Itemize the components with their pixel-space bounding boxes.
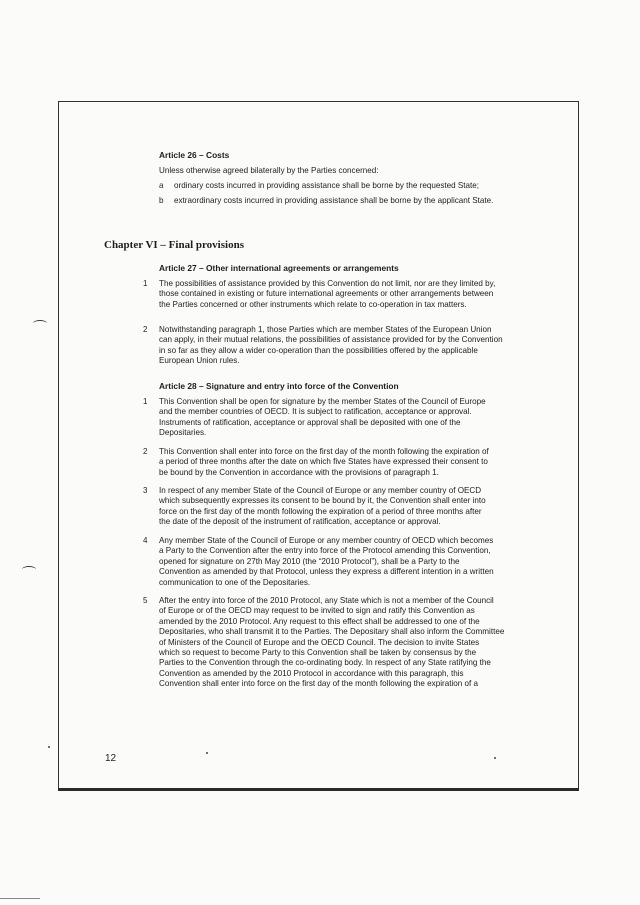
article-28-para-2-number: 2 [143,447,148,456]
binding-mark-icon [33,320,47,327]
article-28-para-5: After the entry into force of the 2010 Protocol, any State which is not a member of the Council of Europe or of the OECD may request to be invited to sign and ratify this Convention as amended by the 2010 Protocol. Any request to this effect shall be addressed to one of the Depositaries, who shall transmit it to the Parties. The Depositary shall also inform the Committee of Ministers of the Council of Europe and the OECD Council. The decision to invite States which so request to become Party to this Convention shall be taken by consensus by the Parties to the Convention through the co-ordinating body. In respect of any State ratifying the Convention as amended by the 2010 Protocol in accordance with this paragraph, this Convention shall enter into force on the first day of the month following the expiration of a [159,596,505,689]
binding-mark-icon [22,566,36,573]
article-26-item-a-letter: a [159,181,164,190]
article-28-para-3: In respect of any member State of the Council of Europe or any member country of OECD which subsequently expresses its consent to be bound by it, the Convention shall enter into force on the first day of the month following the expiration of a period of three months after the date of the deposit of the instrument of ratification, acceptance or approval. [159,486,486,527]
article-26-item-a-text: ordinary costs incurred in providing assistance shall be borne by the requested State; [174,181,480,190]
speck-icon [48,746,50,748]
article-27-para-2: Notwithstanding paragraph 1, those Parties which are member States of the European Union can apply, in their mutual relations, the possibilities of assistance provided for by the Convention in so far as they allow a wider co-operation than the possibilities offered by the applicable European Union rules. [159,325,503,366]
page-number: 12 [105,753,117,764]
scan-edge-line [0,898,40,899]
article-28-para-3-number: 3 [143,486,148,495]
article-26-title: Article 26 – Costs [159,150,230,160]
article-28-para-4-number: 4 [143,536,148,545]
article-28-para-1-number: 1 [143,397,148,406]
article-27-para-1: The possibilities of assistance provided by this Convention do not limit, nor are they limited by, those contained in existing or future international agreements or other arrangements between the Parties concerned or other instruments which relate to co-operation in tax matters. [159,279,496,309]
article-26-intro: Unless otherwise agreed bilaterally by the Parties concerned: [159,166,379,175]
article-28-para-4: Any member State of the Council of Europe or any member country of OECD which becomes a Party to the Convention after the entry into force of the Protocol amending this Convention, opened for signature on 27th May 2010 (the “2010 Protocol”), shall be a Party to the Convention as amended by that Protocol, unless they express a different intention in a written communication to one of the Depositaries. [159,536,494,587]
article-28-para-2: This Convention shall enter into force on the first day of the month following the expiration of a period of three months after the date on which five States have expressed their consent to be bound by the Convention in accordance with the provisions of paragraph 1. [159,447,489,477]
article-26-item-b-letter: b [159,196,164,205]
article-27-title: Article 27 – Other international agreements or arrangements [159,263,399,273]
article-28-title: Article 28 – Signature and entry into force of the Convention [159,381,399,391]
chapter-heading: Chapter VI – Final provisions [104,239,244,251]
article-27-para-1-number: 1 [143,279,148,288]
article-26-item-b-text: extraordinary costs incurred in providing assistance shall be borne by the applicant State. [174,196,494,205]
article-28-para-5-number: 5 [143,596,148,605]
speck-icon [206,752,208,754]
article-28-para-1: This Convention shall be open for signature by the member States of the Council of Europe and the member countries of OECD. It is subject to ratification, acceptance or approval. Instruments of ratification, acceptance or approval shall be deposited with one of the Depositaries. [159,397,486,438]
speck-icon [494,757,496,759]
article-27-para-2-number: 2 [143,325,148,334]
